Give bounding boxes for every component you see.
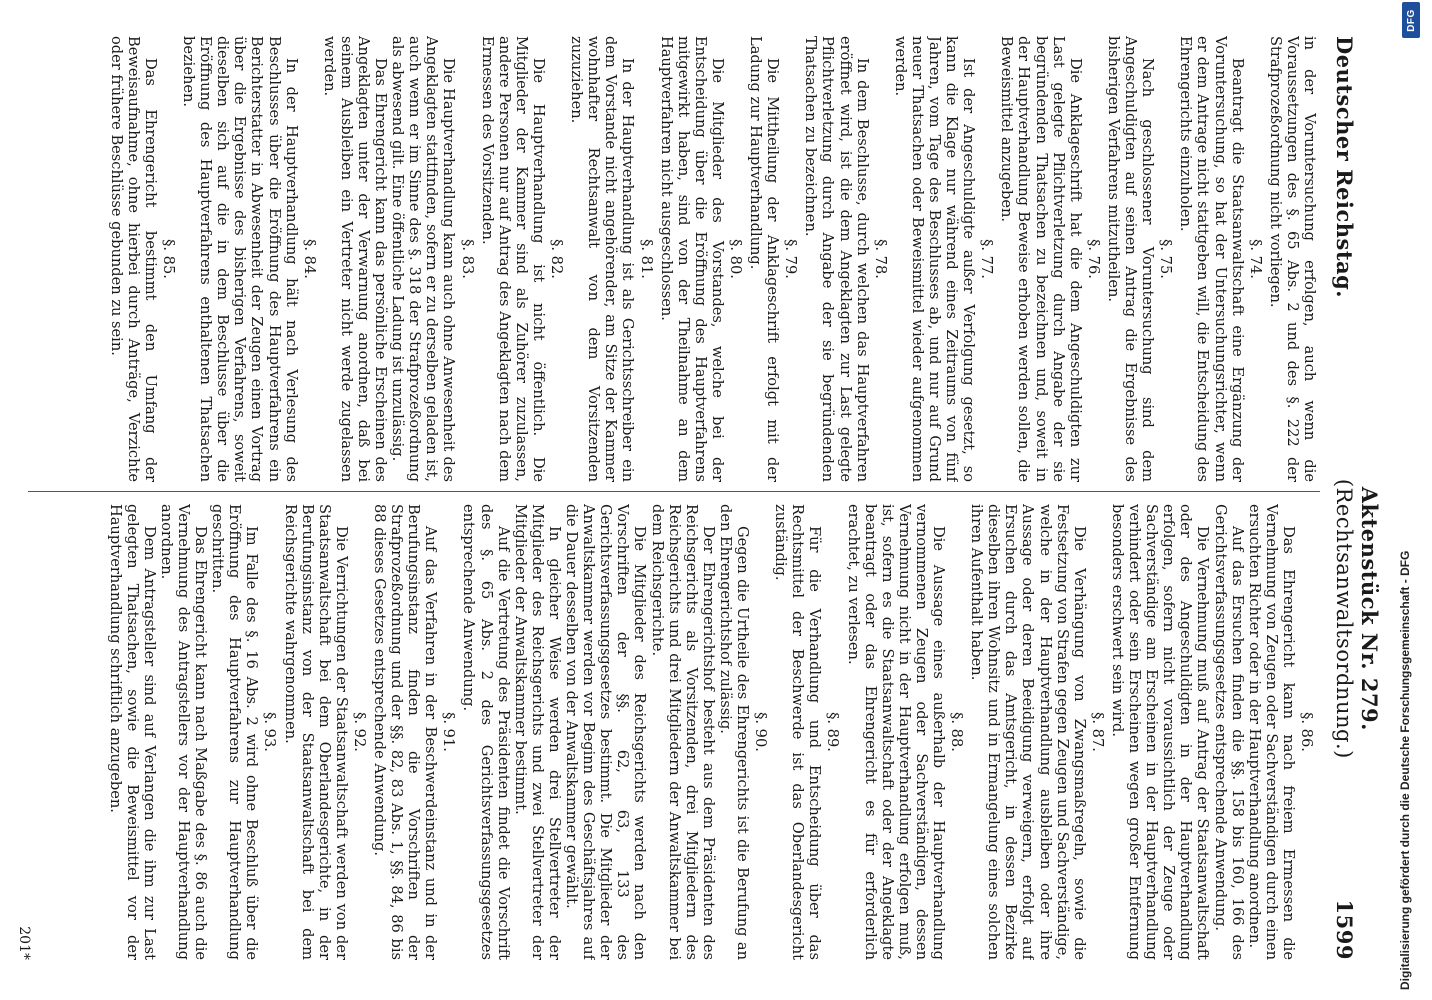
paragraph: Das Ehrengericht bestimmt den Umfang der Beweisaufnahme, ohne hierbei durch Anträge, Verzichte oder frühere Beschlüsse gebunden zu sein. [107, 36, 159, 482]
paragraph: Die Hauptverhandlung ist nicht öffentlich. Die Mitglieder der Kammer sind als Zuhörer zuzulassen, andere Personen nur auf Antrag des Angeklagten nach dem Ermessen des Vorsitzenden. [478, 36, 547, 482]
paragraph: Auf das Verfahren in der Beschwerdeinstanz und in der Berufungsinstanz finden die Vorschriften der Strafprozeßordnung und der §§. 82, 83 Abs. 1, §§. 84, 86 bis 88 dieses Gesetzes entsprechende Anwendung. [371, 504, 440, 960]
paragraph: Dem Antragsteller sind auf Verlangen die ihm zur Last gelegten Thatsachen, sowie die Beweismittel vor der Hauptverhandlung schriftlich anzugeben. [106, 504, 158, 960]
section-heading: §. 79. [782, 239, 800, 279]
section-heading: §. 91. [440, 712, 458, 752]
paragraph: Der Ehrengerichtshof besteht aus dem Präsidenten des Reichsgerichts als Vorsitzenden, drei Mitgliedern des Reichsgerichts und drei Mitgliedern der Anwaltskammer bei dem Reichsgerichte. [648, 504, 717, 960]
section-heading: §. 85. [160, 239, 177, 279]
paragraph: Die Mitglieder des Vorstandes, welche bei der Entscheidung über die Eröffnung des Hauptverfahrens mitgewirkt haben, sind von der Theilnahme an dem Hauptverfahren nicht ausgeschlossen. [657, 36, 726, 482]
section-heading: §. 88. [948, 712, 966, 752]
paragraph: Für die Verhandlung und Entscheidung über das Rechtsmittel der Beschwerde ist das Oberlandesgericht zuständig. [772, 504, 824, 960]
page-header [1332, 36, 1382, 960]
paragraph: In der Hauptverhandlung hält nach Verlesung des Beschlusses über die Eröffnung des Hauptverfahrens ein Berichterstatter in Abwesenheit der Zeugen einen Vortrag über die Ergebnisse des bisherigen Verfahrens, soweit dieselben sich auf die in dem Beschlusse über die Eröffnung des Hauptverfahrens enthaltenen Thatsachen beziehen. [180, 36, 300, 482]
paragraph: Gegen die Urtheile des Ehrengerichts ist die Berufung an den Ehrengerichtshof zulässig. [716, 504, 751, 960]
paragraph: Die Verhängung von Zwangsmaßregeln, sowie die Festsetzung von Strafen gegen Zeugen und Sachverständige, welche in der Hauptverhandlung ausbleiben oder ihre Aussage oder deren Beeidigung verweigern, erfolgt auf Ersuchen durch das Amtsgericht, in dessen Bezirke dieselben ihren Wohnsitz und in Ermangelung eines solchen ihren Aufenthalt haben. [968, 504, 1088, 960]
section-heading: §. 87. [1088, 712, 1106, 752]
paragraph: Im Falle des §. 16 Abs. 2 wird ohne Beschluß über die Eröffnung des Hauptverfahrens zur Hauptverhandlung geschritten. [209, 504, 261, 960]
paragraph: Die Hauptverhandlung kann auch ohne Anwesenheit des Angeklagten stattfinden, sofern er zu derselben geladen ist, auch wenn er im Sinne des §. 318 der Strafprozeßordnung als abwesend gilt. Eine öffentliche Ladung ist unzulässig. [389, 36, 458, 482]
section-heading: §. 83. [458, 239, 476, 279]
section-heading: §. 82. [548, 239, 566, 279]
paragraph: In gleicher Weise werden drei Stellvertreter der Mitglieder des Reichsgerichts und zwei Stellvertreter der Mitglieder der Anwaltskammer bestimmt. [511, 504, 563, 960]
paragraph: Die Anklageschrift hat die dem Angeschuldigten zur Last gelegte Pflichtverletzung durch Angabe der sie begründenden Thatsachen zu bezeichnen und, soweit in der Hauptverhandlung Beweise erhoben werden sollen, die Beweismittel anzugeben. [998, 36, 1084, 482]
paragraph: In der Hauptverhandlung ist als Gerichtsschreiber ein dem Vorstande nicht angehörender, am Sitze der Kammer wohnhafter Rechtsanwalt von dem Vorsitzenden zuzuziehen. [568, 36, 637, 482]
paragraph: Die Aussage eines außerhalb der Hauptverhandlung vernommenen Zeugen oder Sachverständigen, dessen Vernehmung nicht in der Hauptverhandlung erfolgen muß, ist, sofern es die Staatsanwaltschaft oder der Angeklagte beantragt oder das Ehrengericht es für erforderlich erachtet, zu verlesen. [844, 504, 948, 960]
sheet-signature: 201* [16, 926, 32, 960]
section-heading: §. 74. [1246, 239, 1264, 279]
header-document-number: Aktenstück Nr. 279. [1357, 486, 1382, 731]
section-heading: §. 90. [752, 712, 770, 752]
paragraph: Nach geschlossener Voruntersuchung sind dem Angeschuldigten auf seinen Antrag die Ergebnisse des bisherigen Verfahrens mitzutheilen. [1104, 36, 1157, 482]
right-column [33, 504, 1318, 960]
paragraph: Die Verrichtungen der Staatsanwaltschaft werden von der Staatsanwaltschaft bei dem Oberlandesgerichte, in der Berufungsinstanz von der Staatsanwaltschaft bei dem Reichsgerichte wahrgenommen. [281, 504, 350, 960]
section-heading: §. 76. [1084, 239, 1102, 279]
paragraph: Die Mitglieder des Reichsgerichts werden nach den Vorschriften der §§. 62, 63, 133 des Gerichtsverfassungsgesetzes bestimmt. Die Mitglieder der Anwaltskammer werden vor Beginn des Geschäftsjahres auf die Dauer desselben von der Anwaltskammer gewählt. [563, 504, 649, 960]
section-heading: §. 75. [1157, 239, 1175, 279]
dfg-logo-text: DFG [1405, 8, 1417, 32]
paragraph: Die Vernehmung muß auf Antrag der Staatsanwaltschaft oder des Angeschuldigten in der Hauptverhandlung erfolgen, sofern nicht voraussichtlich der Zeuge oder Sachverständige am Erscheinen in der Hauptverhandlung verhindert oder sein Erscheinen wegen großer Entfernung besonders erschwert sein wird. [1108, 504, 1212, 960]
header-document [1332, 406, 1382, 813]
header-publication: Deutscher Reichstag. [1332, 36, 1357, 299]
left-column [33, 36, 1318, 482]
paragraph: Das Ehrengericht kann nach freiem Ermessen die Vernehmung von Zeugen oder Sachverständigen durch einen ersuchten Richter oder in der Hauptverhandlung anordnen. [1245, 504, 1297, 960]
section-heading: §. 89. [824, 712, 842, 752]
paragraph: Die Mittheilung der Anklageschrift erfolgt mit der Ladung zur Hauptverhandlung. [747, 36, 782, 482]
header-document-title: (Rechtsanwaltsordnung.) [1332, 478, 1356, 759]
digitization-note: Digitalisierung gefördert durch die Deutsche Forschungsgemeinschaft - DFG [1398, 550, 1412, 990]
digitization-margin [1394, 0, 1428, 1000]
section-heading: §. 78. [871, 239, 889, 279]
paragraph: Ist der Angeschuldigte außer Verfolgung gesetzt, so kann die Klage nur während eines Zeitraums von fünf Jahren, vom Tage des Beschlusses ab, und nur auf Grund neuer Thatsachen oder Beweismittel wieder aufgenommen werden. [891, 36, 978, 482]
page-number: 1599 [1332, 899, 1357, 960]
section-heading: §. 81. [637, 239, 655, 279]
column-rule [28, 491, 1320, 492]
paragraph: Das Ehrengericht kann das persönliche Erscheinen des Angeklagten unter der Verwarnung anordnen, daß bei seinem Ausbleiben ein Vertreter nicht werde zugelassen werden. [320, 36, 390, 482]
section-heading: §. 86. [1298, 712, 1315, 752]
paragraph: Das Ehrengericht kann nach Maßgabe des §. 86 auch die Vernehmung des Antragstellers vor der Hauptverhandlung anordnen. [157, 504, 210, 960]
section-heading: §. 80. [727, 239, 744, 279]
paragraph: In dem Beschlusse, durch welchen das Hauptverfahren eröffnet wird, ist die dem Angeklagten zur Last gelegte Pflichtverletzung durch Angabe der sie begründenden Thatsachen zu bezeichnen. [802, 36, 871, 482]
paragraph: Auf die Vertretung des Präsidenten findet die Vorschrift des §. 65 Abs. 2 des Gerichtsverfassungsgesetzes entsprechende Anwendung. [460, 504, 512, 960]
paragraph: in der Voruntersuchung erfolgen, auch wenn die Voraussetzungen des §. 65 Abs. 2 und des §. 222 der Strafprozeßordnung nicht vorliegen. [1266, 36, 1318, 482]
section-heading: §. 84. [300, 239, 318, 279]
paragraph: Auf das Ersuchen finden die §§. 158 bis 160, 166 des Gerichtsverfassungsgesetzes entsprechende Anwendung. [1211, 504, 1246, 960]
dfg-logo [1402, 2, 1420, 38]
paragraph: Beantragt die Staatsanwaltschaft eine Ergänzung der Voruntersuchung, so hat der Untersuchungsrichter, wenn er dem Antrage nicht stattgeben will, die Entscheidung des Ehrengerichts einzuholen. [1177, 36, 1246, 482]
section-heading: §. 92. [350, 712, 368, 752]
section-heading: §. 93. [261, 712, 279, 752]
section-heading: §. 77. [978, 239, 996, 279]
